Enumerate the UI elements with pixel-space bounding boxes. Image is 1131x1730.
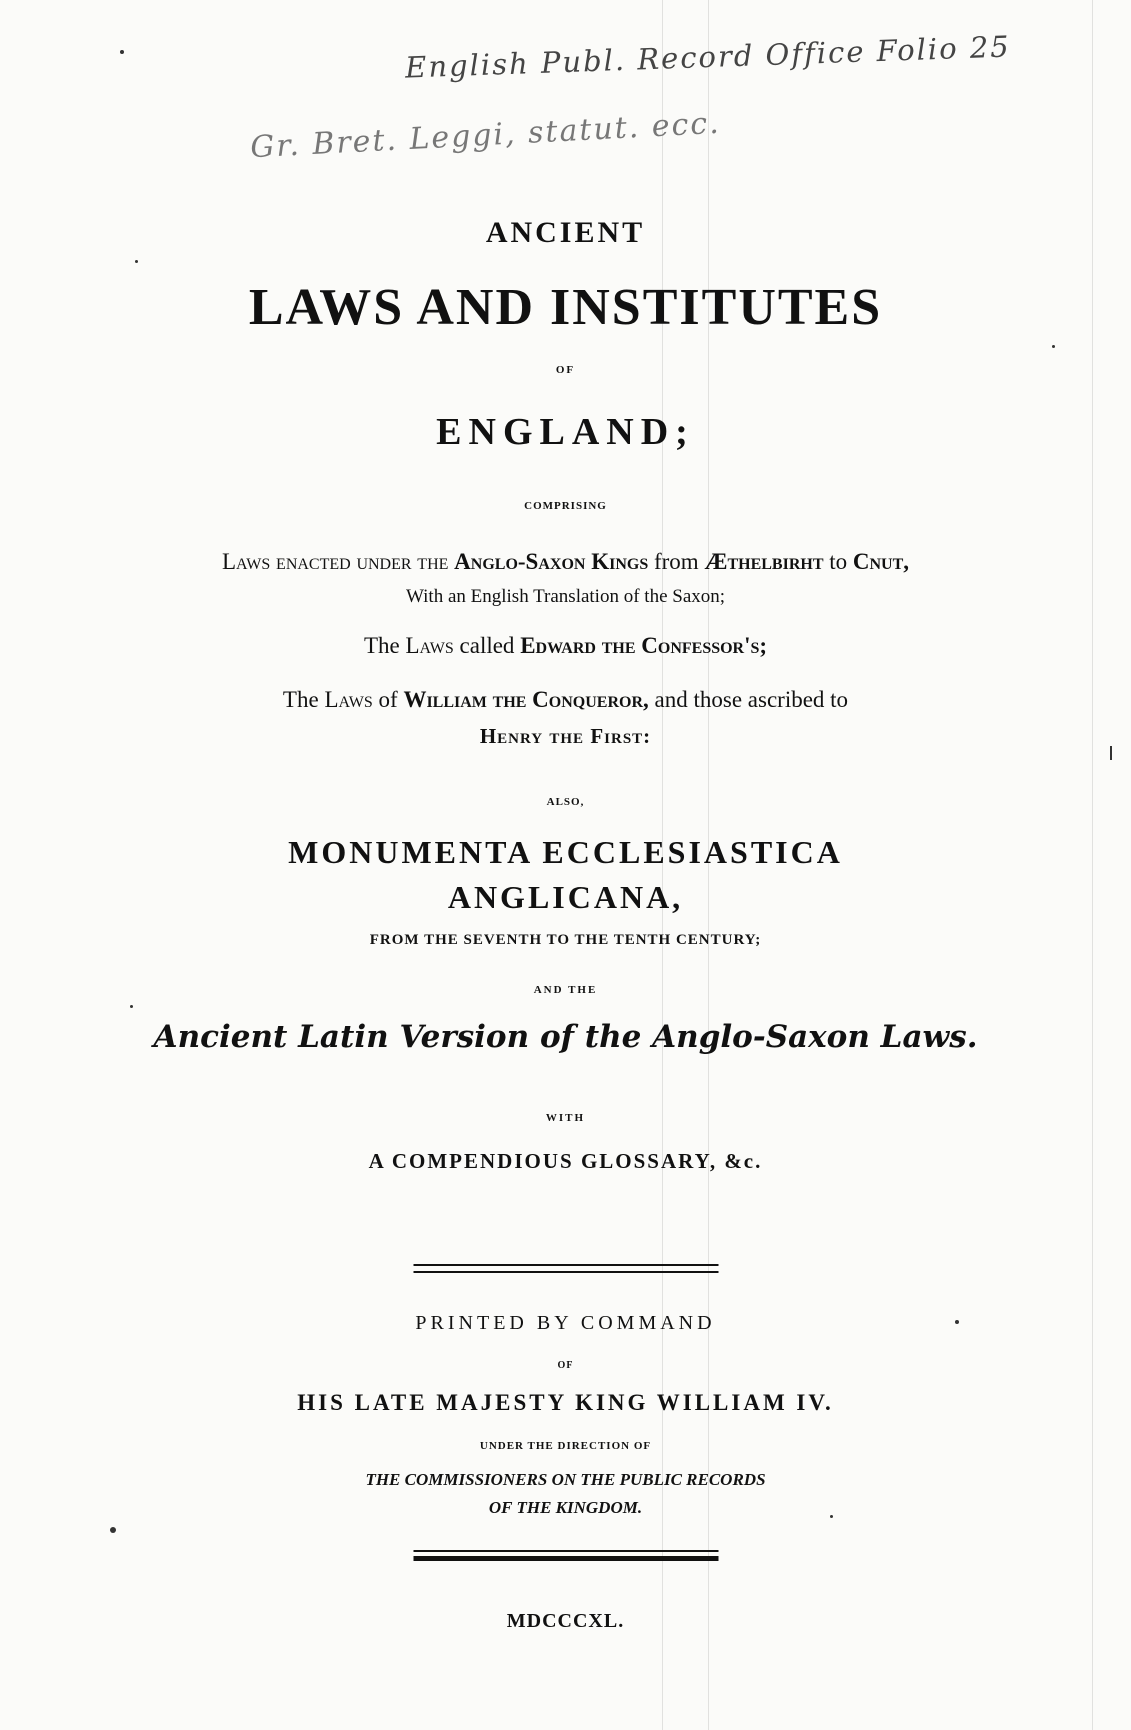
title-laws-and-institutes: LAWS AND INSTITUTES bbox=[248, 279, 883, 336]
scan-speck bbox=[135, 260, 138, 263]
handwritten-note-2: Gr. Bret. Leggi, statut. ecc. bbox=[249, 105, 722, 166]
imprint-of: OF bbox=[557, 1360, 574, 1371]
contents-text: and those ascribed to bbox=[654, 687, 849, 712]
contents-line-4 bbox=[0, 687, 1131, 713]
contents-text: from bbox=[653, 549, 699, 574]
contents-text: Laws bbox=[405, 633, 454, 658]
divider-rule bbox=[413, 1271, 718, 1273]
scan-speck bbox=[1052, 345, 1055, 348]
contents-line-2: With an English Translation of the Saxon; bbox=[405, 586, 726, 607]
monumenta-century: FROM THE SEVENTH TO THE TENTH CENTURY; bbox=[369, 932, 762, 948]
his-late-majesty: HIS LATE MAJESTY KING WILLIAM IV. bbox=[297, 1390, 834, 1415]
monumenta-anglicana: ANGLICANA, bbox=[447, 879, 684, 915]
and-the-label: AND THE bbox=[533, 984, 598, 996]
handwritten-note-1: English Publ. Record Office Folio 25 bbox=[404, 29, 1012, 85]
scan-speck bbox=[120, 50, 124, 54]
of-the-kingdom: OF THE KINGDOM. bbox=[488, 1498, 643, 1517]
contents-text: Cnut, bbox=[852, 549, 910, 574]
contents-text: Laws bbox=[324, 687, 373, 712]
scan-speck bbox=[130, 1005, 133, 1008]
divider-rule bbox=[413, 1556, 718, 1561]
contents-text: The bbox=[363, 633, 400, 658]
contents-line-3 bbox=[0, 633, 1131, 659]
divider-rule bbox=[413, 1264, 718, 1266]
contents-text: Anglo-Saxon Kings bbox=[454, 549, 649, 574]
scan-speck bbox=[110, 1527, 116, 1533]
contents-text: to bbox=[829, 549, 848, 574]
contents-text: Æthelbirht bbox=[704, 549, 824, 574]
divider-rule bbox=[413, 1550, 718, 1552]
contents-text: Edward the Confessor's; bbox=[520, 633, 768, 658]
title-of: OF bbox=[555, 364, 576, 376]
printed-by-command: PRINTED BY COMMAND bbox=[415, 1312, 716, 1334]
contents-text: called bbox=[459, 633, 515, 658]
title-england: ENGLAND; bbox=[436, 411, 695, 453]
contents-line-1 bbox=[0, 549, 1131, 575]
comprising-label: COMPRISING bbox=[524, 500, 607, 512]
contents-text: The bbox=[282, 687, 319, 712]
glossary-line: A COMPENDIOUS GLOSSARY, &c. bbox=[368, 1149, 763, 1173]
under-direction: UNDER THE DIRECTION OF bbox=[479, 1440, 652, 1452]
publication-year: MDCCCXL. bbox=[506, 1610, 625, 1632]
contents-text: of bbox=[378, 687, 398, 712]
commissioners: THE COMMISSIONERS ON THE PUBLIC RECORDS bbox=[365, 1470, 766, 1489]
contents-line-5: Henry the First: bbox=[479, 724, 652, 748]
monumenta-title: MONUMENTA ECCLESIASTICA bbox=[288, 834, 843, 870]
with-label: WITH bbox=[545, 1112, 586, 1124]
also-label: ALSO, bbox=[546, 796, 585, 808]
contents-text: Laws enacted under the bbox=[221, 549, 449, 574]
title-ancient: ANCIENT bbox=[485, 216, 646, 249]
contents-text: William the Conqueror, bbox=[403, 687, 649, 712]
latin-version-title: Ancient Latin Version of the Anglo-Saxon Laws. bbox=[153, 1019, 978, 1055]
